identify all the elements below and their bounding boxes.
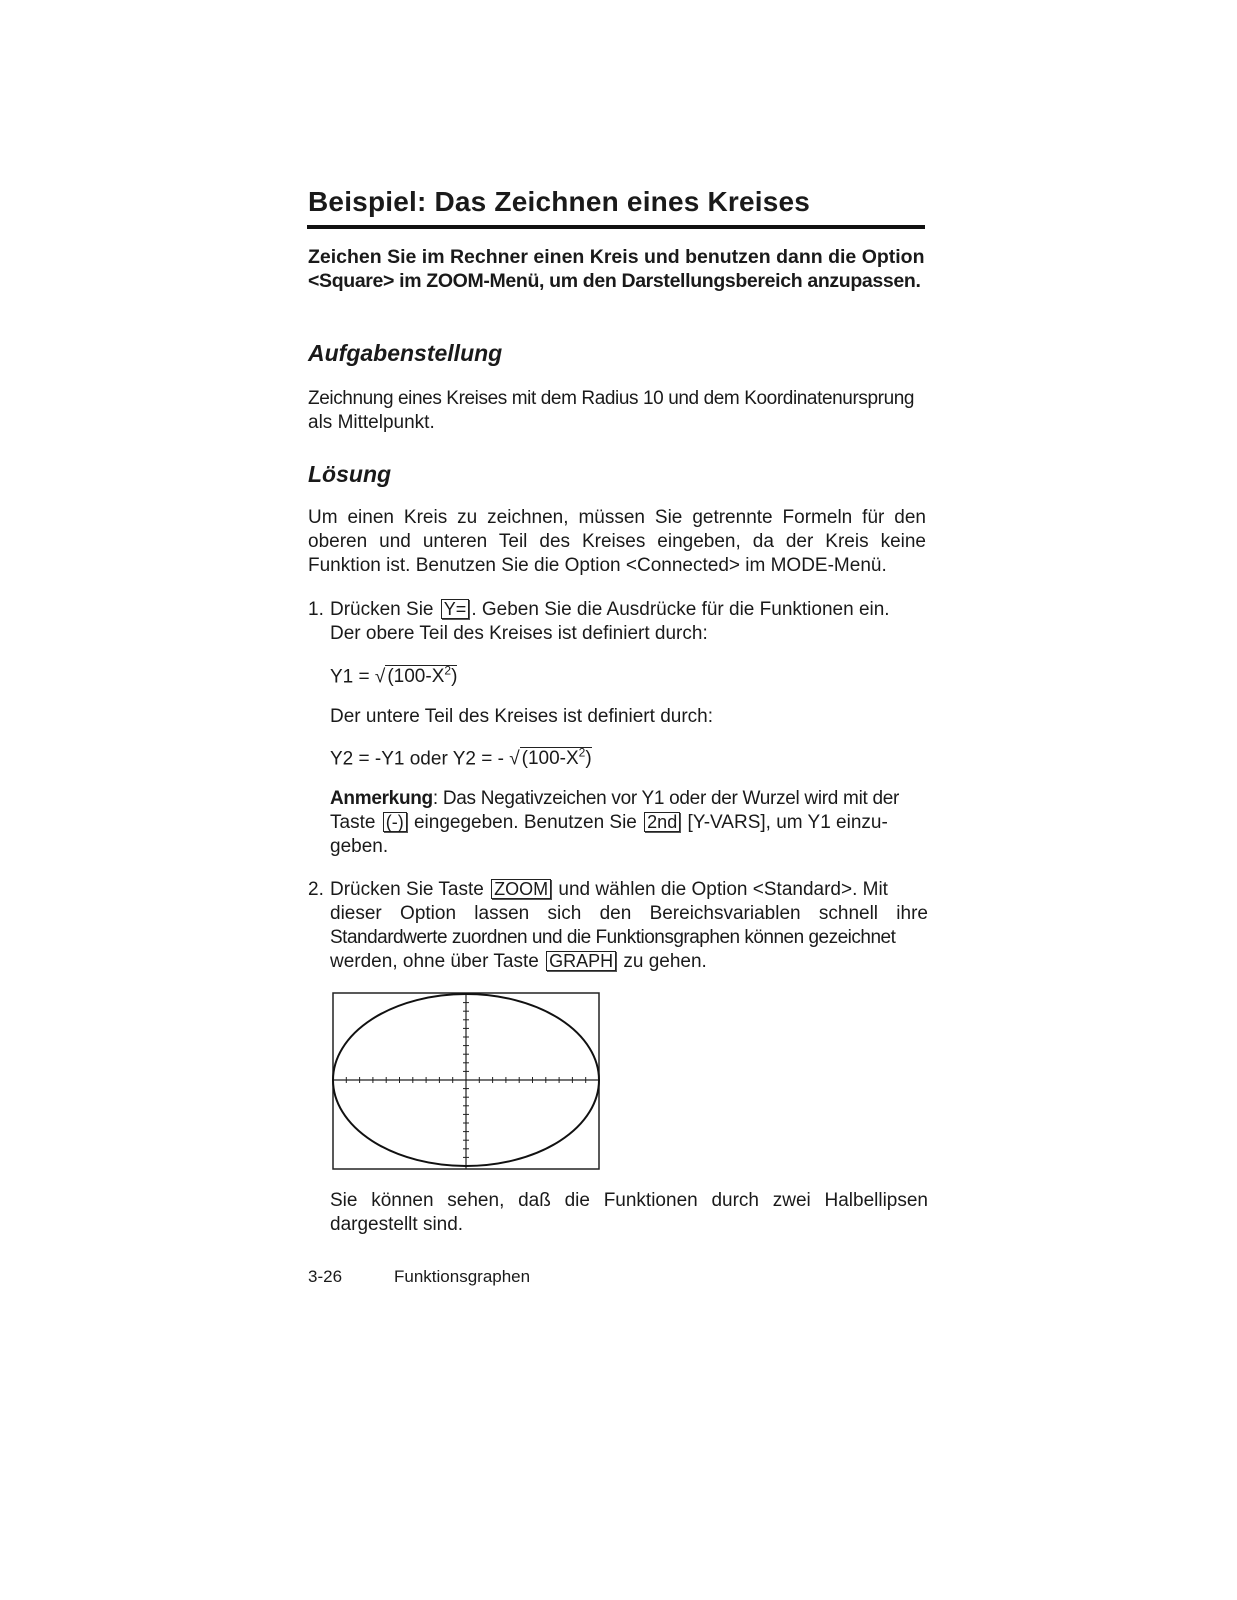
result-line: dargestellt sind. [330, 1214, 464, 1235]
note-label: Anmerkung [330, 788, 433, 809]
page-number: 3-26 [308, 1267, 343, 1286]
step2-text: Drücken Sie Taste [330, 879, 484, 900]
radicand-text: (100-X [387, 666, 445, 688]
exponent: 2 [578, 746, 586, 760]
result-paragraph [330, 1189, 928, 1237]
page-title: Beispiel: Das Zeichnen eines Kreises [308, 186, 811, 217]
zoom-key: ZOOM [491, 879, 551, 899]
step-number: 2. [308, 879, 324, 900]
step2-text: zu gehen. [623, 951, 707, 972]
task-heading: Aufgabenstellung [308, 340, 503, 366]
note-text: eingegeben. Benutzen Sie [413, 812, 637, 833]
step2-text: werden, ohne über Taste [330, 951, 539, 972]
radicand [385, 665, 457, 687]
radicand-close: ) [451, 666, 458, 688]
formula-y2 [330, 746, 592, 770]
intro-paragraph [308, 245, 928, 293]
formula-y1 [330, 664, 457, 688]
step1-text: . Geben Sie die Ausdrücke für die Funktionen ein. [471, 599, 890, 620]
title-rule [307, 225, 925, 229]
calculator-graph [332, 992, 600, 1170]
solution-line: oberen und unteren Teil des Kreises eingeben, da der Kreis keine [308, 531, 926, 552]
note-line: geben. [330, 836, 389, 857]
lower-text: Der untere Teil des Kreises ist definiert durch: [330, 706, 713, 727]
radicand [520, 747, 592, 769]
note-line [330, 787, 928, 811]
negative-key: (-) [383, 812, 407, 832]
task-paragraph [308, 387, 928, 435]
solution-heading: Lösung [308, 461, 392, 487]
solution-line: Funktion ist. Benutzen Sie die Option <Connected> im MODE-Menü. [308, 555, 887, 576]
note-line [330, 811, 928, 835]
step2-paragraph [330, 878, 928, 974]
sqrt-icon: √ $(100-X^2)$ [509, 746, 592, 770]
step2-line [330, 878, 928, 902]
radicand-text: (100-X [521, 748, 579, 770]
formula-prefix: Y2 = -Y1 oder Y2 = - [330, 748, 510, 770]
solution-paragraph [308, 506, 926, 578]
y-equals-key: Y= [441, 599, 470, 619]
radicand-close: ) [585, 748, 592, 770]
step2-line: Standardwerte zuordnen und die Funktionsgraphen können gezeichnet [330, 927, 896, 948]
result-line: Sie können sehen, daß die Funktionen durch zwei Halbellipsen [330, 1190, 928, 1211]
intro-line: <Square> im ZOOM-Menü, um den Darstellungsbereich anzupassen. [308, 270, 921, 292]
task-line: als Mittelpunkt. [308, 412, 435, 433]
sqrt-icon: √ $(100-X^2)$ [374, 664, 458, 688]
exponent: 2 [444, 664, 452, 678]
step1-paragraph [330, 598, 930, 646]
second-key: 2nd [644, 812, 680, 832]
note-paragraph [330, 787, 928, 859]
step2-line: dieser Option lassen sich den Bereichsvariablen schnell ihre [330, 903, 928, 924]
step1-line [330, 598, 930, 622]
step1-line: Der obere Teil des Kreises ist definiert durch: [330, 623, 708, 644]
note-text: Taste [330, 812, 376, 833]
intro-line: Zeichen Sie im Rechner einen Kreis und benutzen dann die Option [308, 246, 925, 268]
solution-line: Um einen Kreis zu zeichnen, müssen Sie getrennte Formeln für den [308, 507, 926, 528]
step2-line [330, 950, 928, 974]
formula-prefix: Y1 = [330, 666, 375, 688]
step1-text: Drücken Sie [330, 599, 434, 620]
graph-key: GRAPH [546, 951, 616, 971]
step2-text: und wählen die Option <Standard>. Mit [558, 879, 888, 900]
note-text: [Y-VARS], um Y1 einzu- [687, 812, 888, 833]
task-line: Zeichnung eines Kreises mit dem Radius 10 und dem Koordinatenursprung [308, 388, 915, 409]
note-text: : Das Negativzeichen vor Y1 oder der Wurzel wird mit der [432, 788, 900, 809]
step-number: 1. [308, 599, 324, 620]
footer-section: Funktionsgraphen [394, 1267, 531, 1286]
